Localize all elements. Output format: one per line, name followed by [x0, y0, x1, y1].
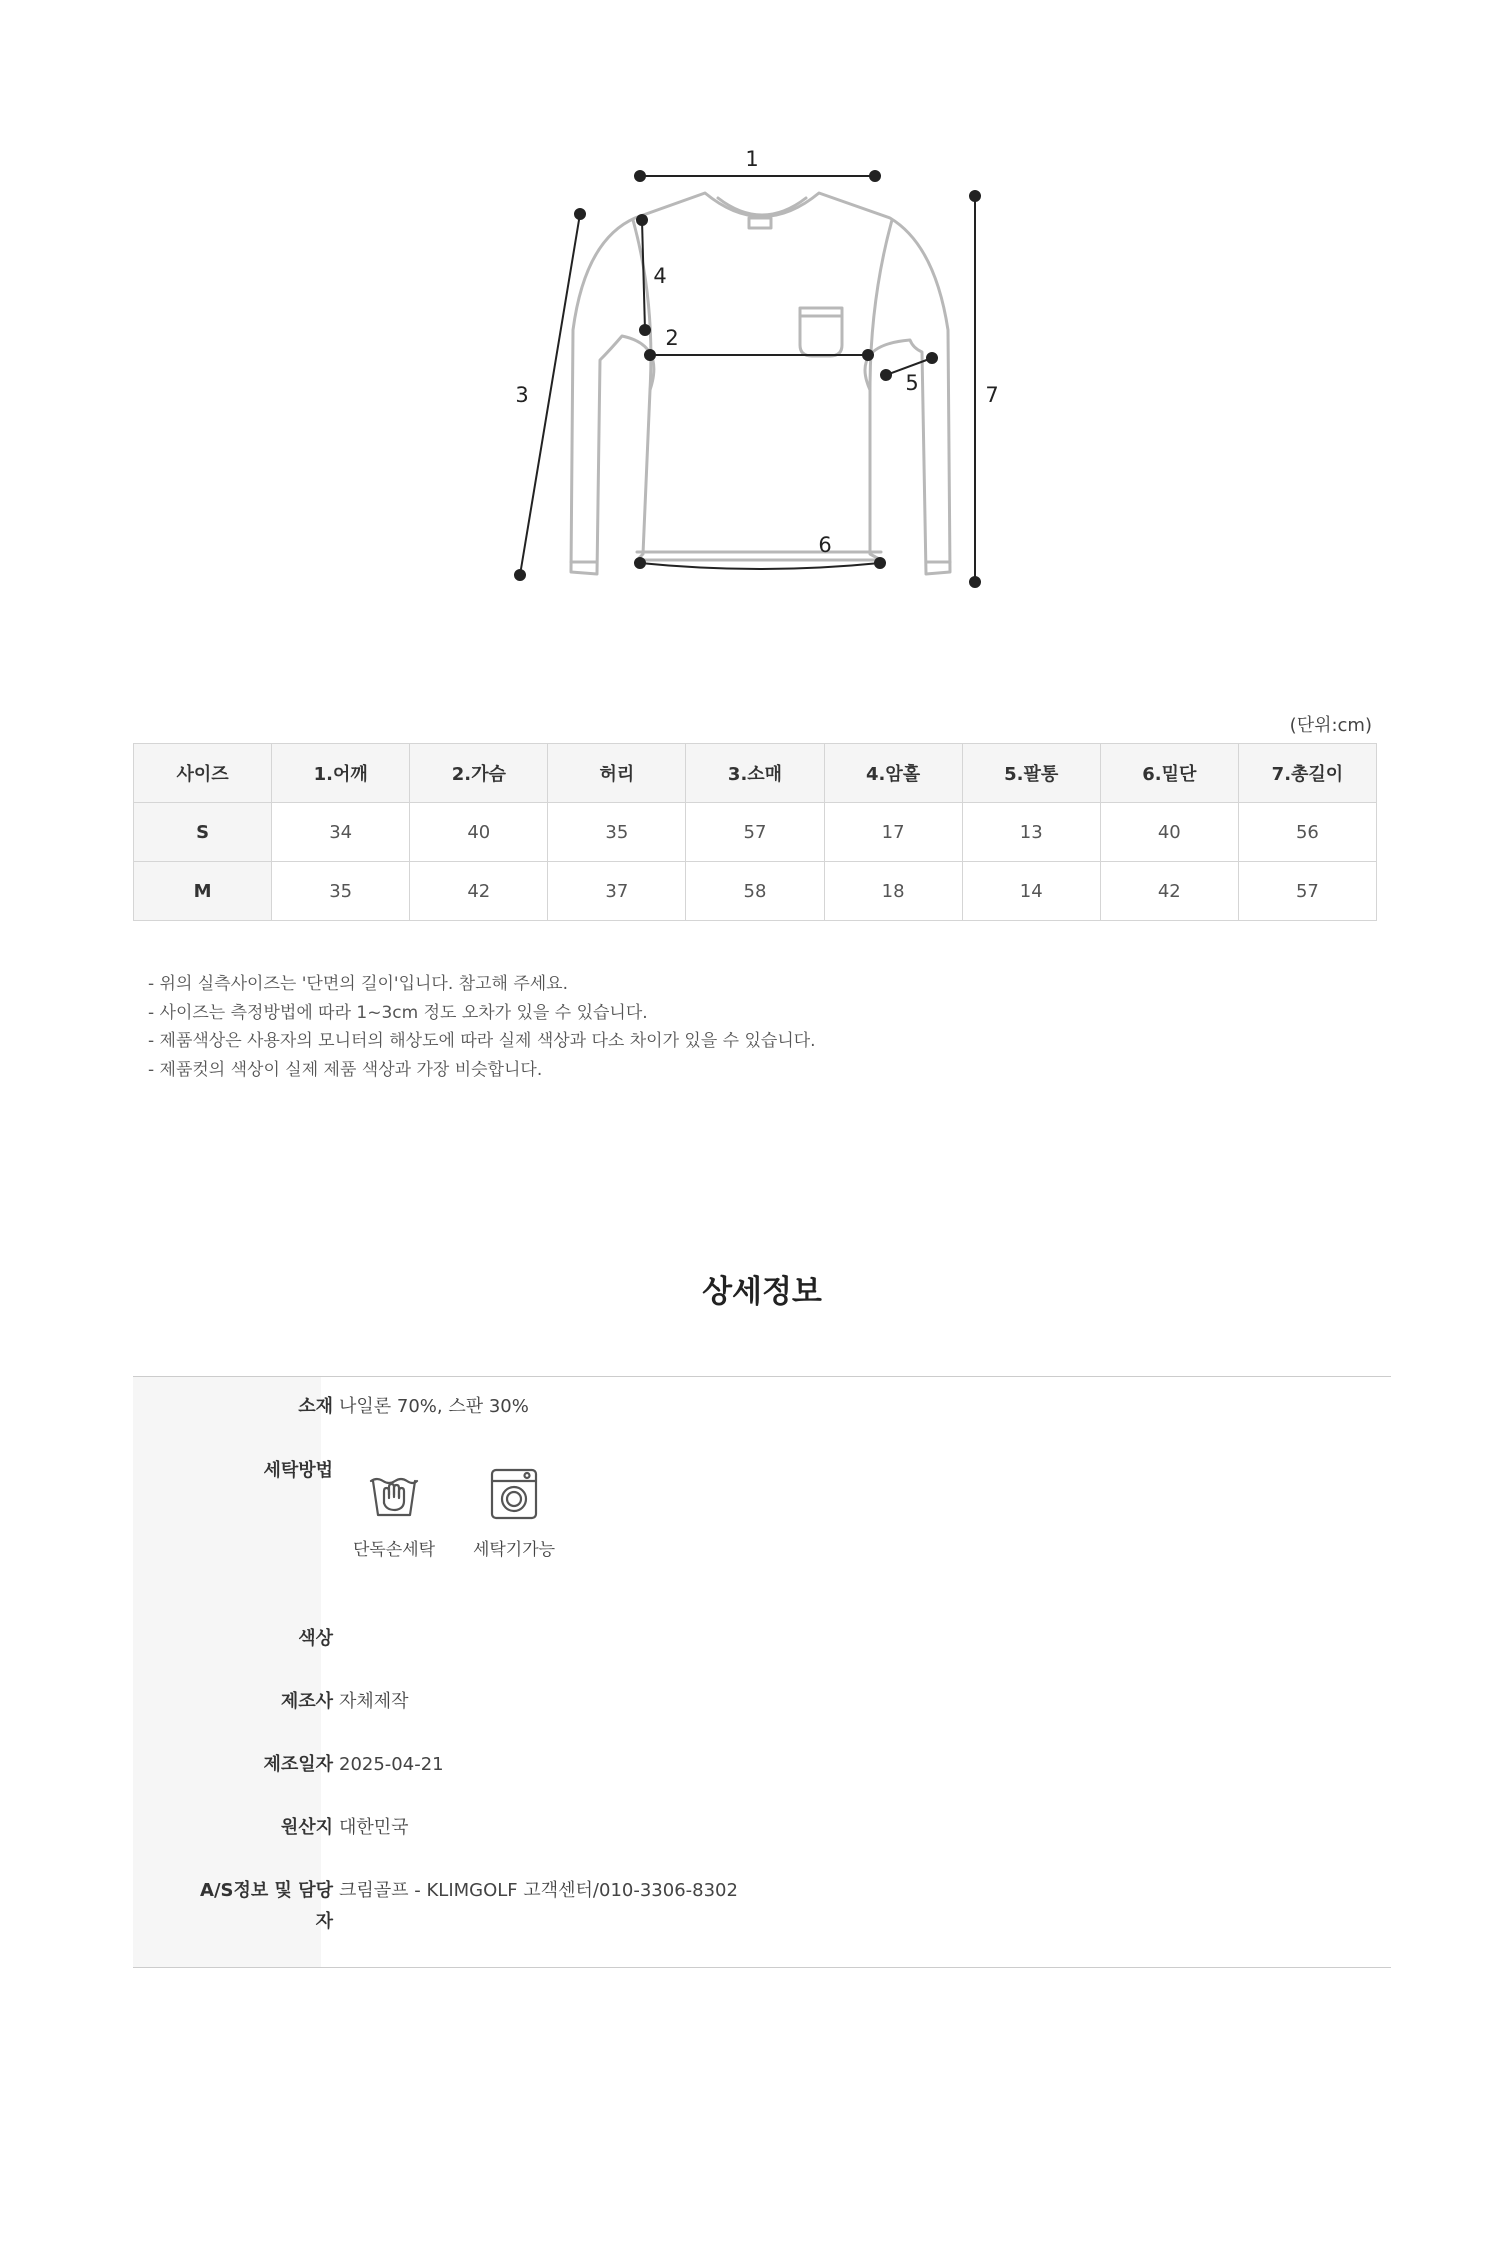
label-5: 5 — [905, 371, 919, 395]
care-option-machine-wash — [459, 1467, 569, 1560]
note-item: - 사이즈는 측정방법에 따라 1~3cm 정도 오차가 있을 수 있습니다. — [148, 1002, 648, 1023]
value-cell: 37 — [548, 862, 686, 921]
value-cell: 57 — [686, 803, 824, 862]
origin-value: 대한민국 — [339, 1817, 409, 1838]
manufacturer-value: 자체제작 — [339, 1691, 409, 1712]
material-label: 소재 — [298, 1396, 333, 1417]
value-cell: 14 — [962, 862, 1100, 921]
label-1: 1 — [745, 147, 759, 171]
header-size: 사이즈 — [134, 744, 272, 803]
size-table-header-row — [134, 744, 1377, 803]
manufacturer-label: 제조사 — [280, 1691, 333, 1712]
care-option-hand-wash — [339, 1467, 449, 1560]
header-arm-width: 5.팔통 — [962, 744, 1100, 803]
label-4: 4 — [653, 264, 667, 288]
machine-wash-label: 세탁기가능 — [472, 1540, 556, 1560]
header-hem: 6.밑단 — [1100, 744, 1238, 803]
header-shoulder: 1.어깨 — [272, 744, 410, 803]
size-cell: S — [134, 803, 272, 862]
value-cell: 35 — [548, 803, 686, 862]
manufacture-date-value: 2025-04-21 — [339, 1754, 444, 1775]
color-label: 색상 — [298, 1628, 333, 1649]
value-cell: 40 — [410, 803, 548, 862]
detail-section-title: 상세정보 — [702, 1274, 822, 1310]
manufacture-date-label: 제조일자 — [263, 1754, 333, 1775]
detail-info-table — [133, 1376, 1391, 1968]
value-cell: 18 — [824, 862, 962, 921]
value-cell: 40 — [1100, 803, 1238, 862]
note-item: - 제품색상은 사용자의 모니터의 해상도에 따라 실제 색상과 다소 차이가 있을 수 있습니다. — [148, 1031, 816, 1051]
size-cell: M — [134, 862, 272, 921]
as-info-label — [163, 1875, 333, 1937]
header-waist: 허리 — [548, 744, 686, 803]
value-cell: 13 — [962, 803, 1100, 862]
size-table — [133, 743, 1377, 921]
washing-machine-icon — [487, 1467, 541, 1521]
label-7: 7 — [985, 383, 999, 407]
value-cell: 42 — [410, 862, 548, 921]
table-row — [134, 803, 1377, 862]
hand-wash-icon — [367, 1467, 421, 1521]
header-chest: 2.가슴 — [410, 744, 548, 803]
value-cell: 56 — [1238, 803, 1376, 862]
label-2: 2 — [665, 326, 679, 350]
size-measurement-diagram — [0, 0, 1500, 620]
label-3: 3 — [515, 383, 529, 407]
label-6: 6 — [818, 533, 832, 557]
table-row — [134, 862, 1377, 921]
note-item: - 제품컷의 색상이 실제 제품 색상과 가장 비슷합니다. — [148, 1059, 543, 1080]
header-total-length: 7.총길이 — [1238, 744, 1376, 803]
note-item: - 위의 실측사이즈는 '단면의 길이'입니다. 참고해 주세요. — [148, 974, 568, 994]
washing-label: 세탁방법 — [263, 1460, 333, 1481]
header-sleeve: 3.소매 — [686, 744, 824, 803]
unit-label: (단위:cm) — [1289, 715, 1372, 736]
as-info-value: 크림골프 - KLIMGOLF 고객센터/010-3306-8302 — [339, 1880, 738, 1901]
value-cell: 17 — [824, 803, 962, 862]
tshirt-outline — [571, 193, 950, 574]
value-cell: 35 — [272, 862, 410, 921]
value-cell: 34 — [272, 803, 410, 862]
value-cell: 57 — [1238, 862, 1376, 921]
origin-label: 원산지 — [280, 1817, 333, 1838]
as-info-label-line-1: A/S정보 및 담당 — [200, 1880, 333, 1901]
hand-wash-label: 단독손세탁 — [352, 1540, 436, 1560]
as-info-label-line-2: 자 — [315, 1911, 333, 1932]
washing-row — [133, 1455, 1391, 1605]
header-armhole: 4.암홀 — [824, 744, 962, 803]
size-notes — [148, 970, 816, 1084]
material-value: 나일론 70%, 스판 30% — [339, 1396, 529, 1417]
value-cell: 58 — [686, 862, 824, 921]
value-cell: 42 — [1100, 862, 1238, 921]
